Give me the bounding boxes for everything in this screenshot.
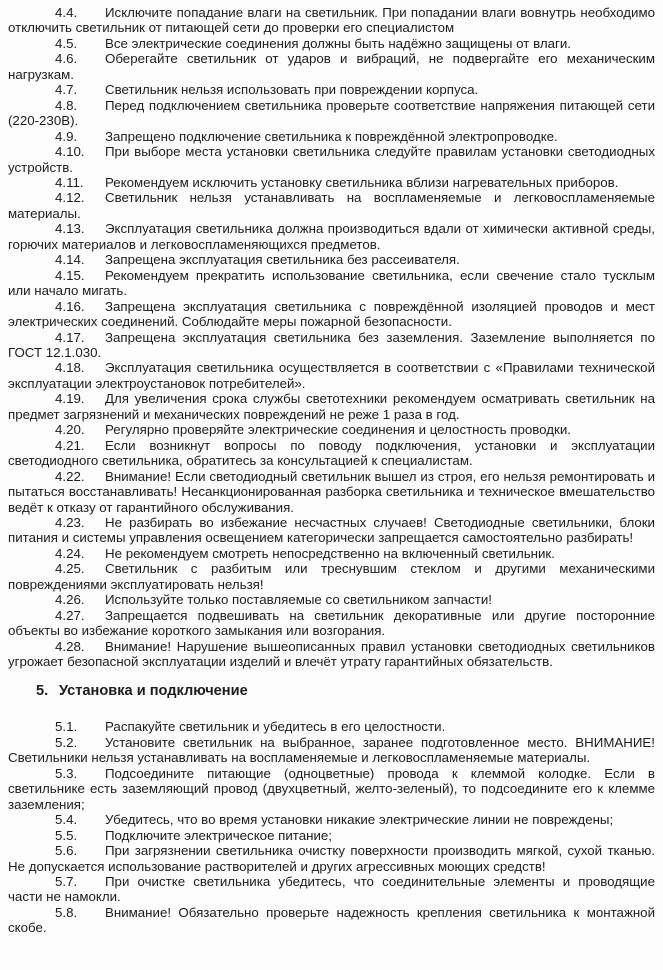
- item-text: Запрещается подвешивать на светильник декоративные или другие посторонние объекты во избежание короткого замыкания или возгорания.: [8, 607, 655, 639]
- item-number: 5.3.: [55, 765, 78, 781]
- list-item: [8, 82, 655, 97]
- item-text: Не рекомендуем смотреть непосредственно на включенный светильник.: [105, 545, 555, 561]
- list-item: [8, 175, 655, 190]
- item-text: Все электрические соединения должны быть надёжно защищены от влаги.: [105, 35, 571, 51]
- item-number: 4.24.: [55, 545, 85, 561]
- list-item: [8, 98, 655, 129]
- item-number: 4.28.: [55, 638, 85, 654]
- item-number: 5.5.: [55, 827, 78, 843]
- item-number: 4.26.: [55, 592, 85, 608]
- list-item: [8, 515, 655, 546]
- item-text: Внимание! Если светодиодный светильник вышел из строя, его нельзя ремонтировать и пытаться восстанавливать! Несанкционированная разборка светильника и техническое вмешательство ведёт к отказу от гарантийного обслуживания.: [8, 468, 655, 515]
- section-5-heading: [36, 683, 655, 700]
- item-number: 5.7.: [55, 874, 78, 890]
- item-text: Запрещено подключение светильника к повреждённой электропроводке.: [105, 128, 558, 144]
- item-text: При очистке светильника убедитесь, что соединительные элементы и проводящие части не намокли.: [8, 874, 655, 905]
- item-number: 4.15.: [55, 267, 85, 283]
- item-number: 4.14.: [55, 252, 85, 268]
- item-text: Внимание! Обязательно проверьте надежность крепления светильника к монтажной скобе.: [8, 904, 655, 936]
- list-item: [8, 391, 655, 422]
- list-item: [8, 438, 655, 469]
- list-item: [8, 330, 655, 361]
- list-item: [8, 766, 655, 812]
- section-5-items: [8, 719, 655, 935]
- section-title: Установка и подключение: [59, 683, 248, 700]
- section-4-items: [8, 5, 655, 669]
- item-number: 4.12.: [55, 190, 85, 206]
- list-item: [8, 561, 655, 592]
- item-number: 4.20.: [55, 422, 85, 438]
- list-item: [8, 36, 655, 51]
- list-item: [8, 812, 655, 827]
- item-text: Запрещена эксплуатация светильника без заземления. Заземление выполняется по ГОСТ 12.1.030.: [8, 329, 655, 360]
- item-text: Эксплуатация светильника осуществляется в соответствии с «Правилами технической эксплуатации электроустановок потребителей».: [8, 360, 655, 391]
- item-text: Установите светильник на выбранное, заранее подготовленное место. ВНИМАНИЕ! Светильники нельзя устанавливать на воспламеняемые и легковоспламеняемые материалы.: [8, 734, 655, 766]
- list-item: [8, 874, 655, 905]
- item-text: Эксплуатация светильника должна производиться вдали от химически активной среды, горючих материалов и легковоспламеняющихся предметов.: [8, 221, 655, 252]
- item-text: Если возникнут вопросы по поводу подключения, установки и эксплуатации светодиодного светильника, обратитесь за консультацией к специалистам.: [8, 437, 655, 469]
- item-number: 4.6.: [55, 51, 78, 67]
- item-text: Не разбирать во избежание несчастных случаев! Светодиодные светильники, блоки питания и системы управления освещением категорически запрещается самостоятельно разбирать!: [8, 514, 655, 546]
- item-text: Запрещена эксплуатация светильника без рассеивателя.: [105, 252, 460, 268]
- item-text: Используйте только поставляемые со светильником запчасти!: [105, 592, 492, 608]
- item-text: Рекомендуем прекратить использование светильника, если свечение стало тусклым или начало мигать.: [8, 267, 655, 299]
- item-number: 5.2.: [55, 734, 78, 750]
- list-item: [8, 469, 655, 515]
- item-text: Внимание! Нарушение вышеописанных правил установки светодиодных светильников угрожает безопасной эксплуатации изделий и влечёт утрату гарантийных обязательств.: [8, 638, 655, 670]
- item-number: 4.11.: [55, 174, 84, 190]
- list-item: [8, 828, 655, 843]
- item-text: Светильник с разбитым или треснувшим стеклом и другими механическими повреждениями эксплуатировать нельзя!: [8, 561, 655, 592]
- list-item: [8, 144, 655, 175]
- item-text: Распакуйте светильник и убедитесь в его целостности.: [105, 719, 446, 735]
- item-number: 4.10.: [55, 144, 85, 160]
- item-text: При загрязнении светильника очистку поверхности производить мягкой, сухой тканью. Не допускается использование растворителей и других агрессивных моющих средств!: [8, 843, 655, 874]
- item-text: Перед подключением светильника проверьте соответствие напряжения питающей сети (220-230В).: [8, 97, 655, 129]
- list-item: [8, 608, 655, 639]
- item-number: 5.4.: [55, 812, 78, 828]
- item-number: 4.4.: [55, 5, 78, 20]
- item-number: 4.19.: [55, 391, 85, 407]
- item-text: Рекомендуем исключить установку светильника вблизи нагревательных приборов.: [105, 174, 619, 190]
- list-item: [8, 252, 655, 267]
- list-item: [8, 299, 655, 330]
- item-text: Для увеличения срока службы светотехники рекомендуем осматривать светильник на предмет загрязнений и механических повреждений не реже 1 раза в год.: [8, 391, 655, 422]
- item-number: 4.8.: [55, 97, 78, 113]
- document-page: [8, 5, 655, 936]
- item-text: Исключите попадание влаги на светильник. При попадании влаги вовнутрь необходимо отключить светильник от питающей сети до проверки его специалистом: [8, 5, 655, 36]
- list-item: [8, 51, 655, 82]
- list-item: [8, 843, 655, 874]
- list-item: [8, 221, 655, 252]
- item-text: Подключите электрическое питание;: [105, 827, 332, 843]
- list-item: [8, 639, 655, 670]
- item-number: 4.21.: [55, 437, 85, 453]
- item-number: 4.25.: [55, 561, 85, 577]
- list-item: [8, 592, 655, 607]
- item-number: 4.18.: [55, 360, 85, 376]
- item-text: Светильник нельзя использовать при повреждении корпуса.: [105, 82, 479, 98]
- item-number: 4.22.: [55, 468, 85, 484]
- item-number: 5.1.: [55, 719, 78, 735]
- item-number: 4.9.: [55, 128, 78, 144]
- list-item: [8, 422, 655, 437]
- item-text: Оберегайте светильник от ударов и вибраций, не подвергайте его механическим нагрузкам.: [8, 51, 655, 82]
- list-item: [8, 129, 655, 144]
- list-item: [8, 546, 655, 561]
- item-number: 4.7.: [55, 82, 78, 98]
- list-item: [8, 268, 655, 299]
- item-text: Запрещена эксплуатация светильника с повреждённой изоляцией проводов и мест электрических соединений. Соблюдайте меры пожарной безопасности.: [8, 298, 655, 330]
- item-text: Убедитесь, что во время установки никакие электрические линии не повреждены;: [105, 812, 614, 828]
- item-text: Подсоедините питающие (одноцветные) провода к клеммой колодке. Если в светильнике есть заземляющий провод (двухцветный, желто-зеленый), то подсоедините его к клемме заземления;: [8, 765, 655, 812]
- item-text: При выборе места установки светильника следуйте правилам установки светодиодных устройств.: [8, 144, 655, 175]
- item-number: 4.5.: [55, 35, 78, 51]
- list-item: [8, 719, 655, 734]
- list-item: [8, 905, 655, 936]
- item-text: Светильник нельзя устанавливать на воспламеняемые и легковоспламеняемые материалы.: [8, 190, 655, 221]
- item-number: 5.6.: [55, 843, 78, 859]
- item-text: Регулярно проверяйте электрические соединения и целостность проводки.: [105, 422, 571, 438]
- list-item: [8, 360, 655, 391]
- section-number: 5.: [36, 683, 49, 700]
- item-number: 4.16.: [55, 298, 85, 314]
- item-number: 4.13.: [55, 221, 85, 237]
- item-number: 4.23.: [55, 514, 85, 530]
- item-number: 4.27.: [55, 607, 85, 623]
- list-item: [8, 735, 655, 766]
- list-item: [8, 190, 655, 221]
- list-item: [8, 5, 655, 36]
- item-number: 4.17.: [55, 329, 85, 345]
- item-number: 5.8.: [55, 904, 78, 920]
